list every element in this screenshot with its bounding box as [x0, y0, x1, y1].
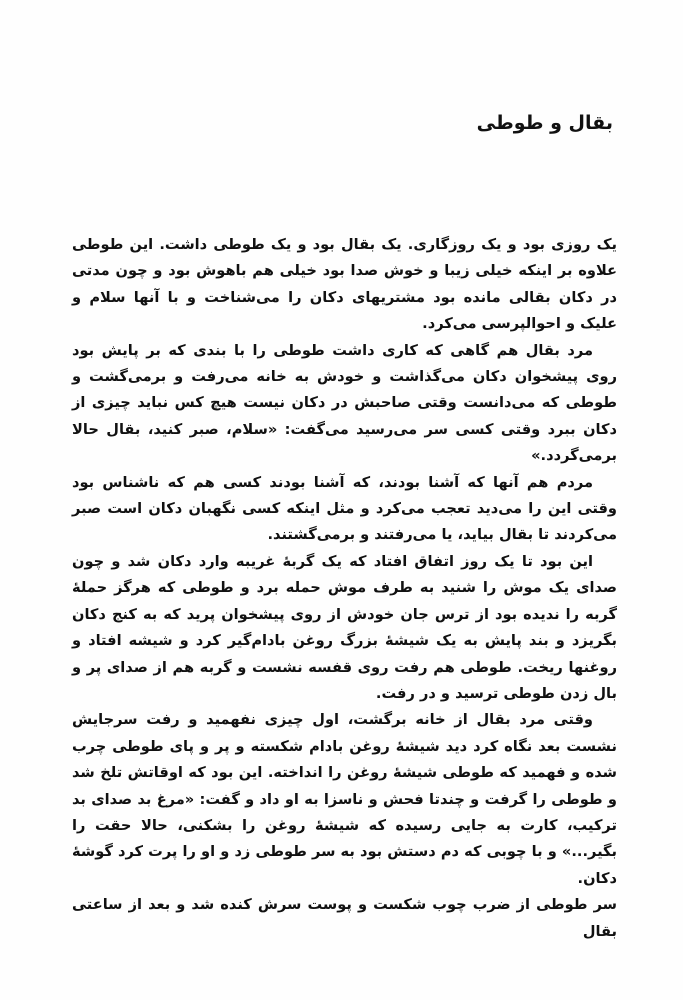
- paragraph-1: یک روزی بود و یک روزگاری. یک بقال بود و یک طوطی داشت. این طوطی علاوه بر اینکه خیلی زیبا و خوش صدا بود خیلی هم باهوش بود و چون مدتی در دکان بقالی مانده بود مشتریهای دکان را می‌شناخت و با آنها سلام و علیک و احوالپرسی می‌کرد.: [72, 236, 617, 333]
- paragraph-2: مرد بقال هم گاهی که کاری داشت طوطی را با بندی که بر پایش بود روی پیشخوان دکان می‌گذاشت و خودش به خانه می‌رفت و برمی‌گشت و طوطی که می‌دانست وقتی صاحبش در دکان نیست هیچ کس نباید چیزی از دکان ببرد وقتی کسی سر می‌رسید می‌گفت: «سلام، صبر کنید، بقال حالا برمی‌گردد.»: [72, 341, 617, 465]
- paragraph-3: مردم هم آنها که آشنا بودند، که آشنا بودند کسی هم که ناشناس بود وقتی این را می‌دید تعجب می‌کرد و مثل اینکه کسی نگهبان دکان است صبر می‌کردند تا بقال بیاید، یا می‌رفتند و برمی‌گشتند.: [72, 473, 617, 544]
- paragraph-6: سر طوطی از ضرب چوب شکست و پوست سرش کنده شد و بعد از ساعتی بقال: [72, 896, 617, 940]
- paragraph-5: وقتی مرد بقال از خانه برگشت، اول چیزی نفهمید و رفت سرجایش نشست بعد نگاه کرد دید شیشهٔ روغن بادام شکسته و پر و پای طوطی چرب شده و فهمید که طوطی شیشهٔ روغن را انداخته. این بود که اوقاتش تلخ شد و طوطی را گرفت و چندتا فحش و ناسزا به او داد و گفت: «مرغ بد صدای بد ترکیب، کارت به جایی رسیده که شیشهٔ روغن را بشکنی، حالا حقت را بگیر...» و با چوبی که دم دستش بود به سر طوطی زد و او را پرت کرد گوشهٔ دکان.: [72, 711, 617, 887]
- story-title: بقال و طوطی: [476, 112, 613, 134]
- paragraph-4: این بود تا یک روز اتفاق افتاد که یک گربهٔ غریبه وارد دکان شد و چون صدای یک موش را شنید به طرف موش حمله برد و طوطی که هرگز حملهٔ گربه را ندیده بود از ترس جان خودش از روی پیشخوان پرید که به کنج دکان بگریزد و بند پایش به یک شیشهٔ بزرگ روغن بادام‌گیر کرد و شیشه افتاد و روغنها ریخت. طوطی هم رفت روی قفسه نشست و گربه هم از صدای پر و بال زدن طوطی ترسید و در رفت.: [72, 552, 617, 702]
- story-body: [72, 232, 617, 945]
